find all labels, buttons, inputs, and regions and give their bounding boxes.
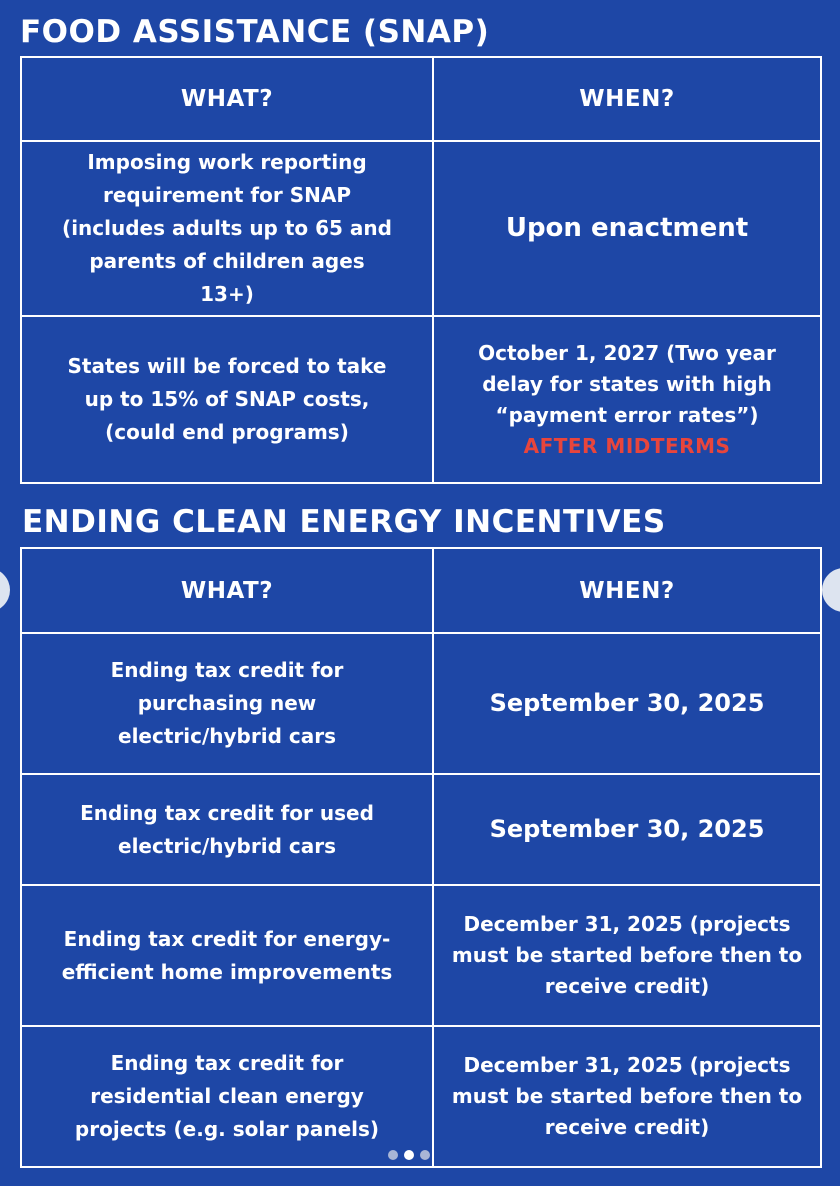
what-column-header: WHAT? (21, 57, 433, 141)
table-header-row (21, 548, 821, 633)
when-cell: December 31, 2025 (projects must be started before then to receive credit) (433, 1026, 821, 1167)
what-column-header: WHAT? (21, 548, 433, 633)
what-cell: States will be forced to take up to 15% of SNAP costs, (could end programs) (21, 316, 433, 483)
when-cell: September 30, 2025 (433, 774, 821, 885)
when-text: October 1, 2027 (Two year delay for states with high “payment error rates”) (478, 340, 776, 427)
carousel-dot-3[interactable] (420, 1150, 430, 1160)
table-row (21, 774, 821, 885)
energy-table (20, 547, 822, 1168)
table-row (21, 141, 821, 316)
table-row (21, 316, 821, 483)
what-cell: Ending tax credit for energy-efficient home improvements (21, 885, 433, 1026)
when-cell: September 30, 2025 (433, 633, 821, 774)
what-cell: Ending tax credit for residential clean energy projects (e.g. solar panels) (21, 1026, 433, 1167)
table-row (21, 1026, 821, 1167)
what-cell: Ending tax credit for used electric/hybrid cars (21, 774, 433, 885)
what-cell: Imposing work reporting requirement for SNAP (includes adults up to 65 and parents of children ages 13+) (21, 141, 433, 316)
when-cell (433, 316, 821, 483)
what-cell: Ending tax credit for purchasing new electric/hybrid cars (21, 633, 433, 774)
snap-section-title: FOOD ASSISTANCE (SNAP) (20, 14, 490, 50)
carousel-prev-button[interactable] (0, 568, 10, 612)
when-column-header: WHEN? (433, 548, 821, 633)
carousel-indicator (388, 1150, 430, 1160)
when-cell: December 31, 2025 (projects must be started before then to receive credit) (433, 885, 821, 1026)
snap-table (20, 56, 822, 484)
when-cell: Upon enactment (433, 141, 821, 316)
carousel-dot-1[interactable] (388, 1150, 398, 1160)
table-row (21, 633, 821, 774)
carousel-next-button[interactable] (822, 568, 840, 612)
table-header-row (21, 57, 821, 141)
when-column-header: WHEN? (433, 57, 821, 141)
table-row (21, 885, 821, 1026)
energy-section-title: ENDING CLEAN ENERGY INCENTIVES (22, 504, 666, 540)
after-midterms-note: AFTER MIDTERMS (523, 433, 731, 458)
carousel-dot-2[interactable] (404, 1150, 414, 1160)
